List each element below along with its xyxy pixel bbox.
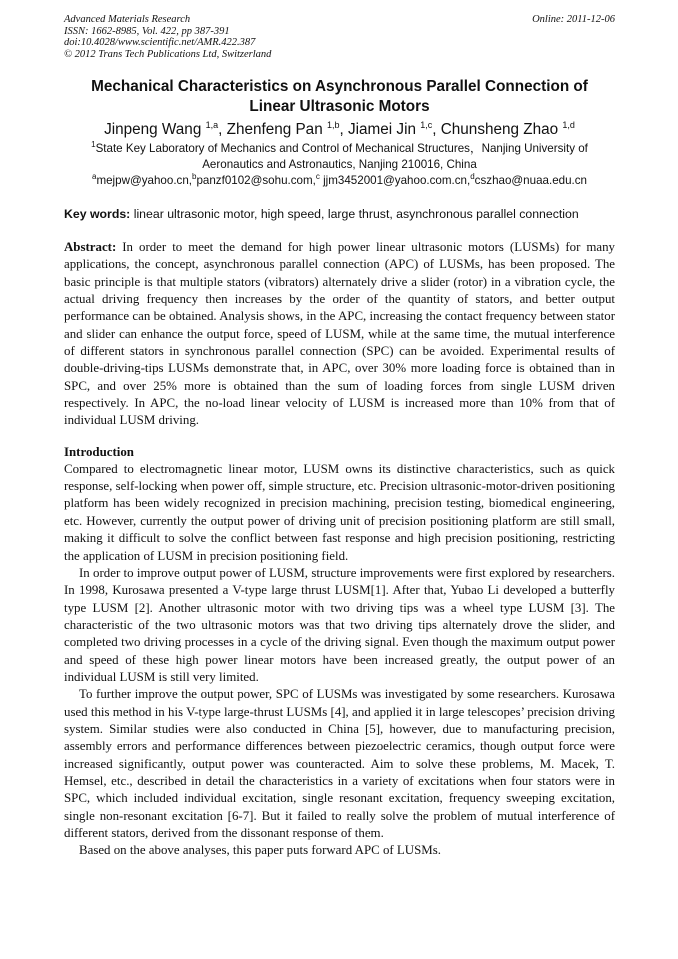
affiliation-line-1: $^1$State Key Laboratory of Mechanics and Control of Mechanical Structures，Nanjing University of [91, 140, 588, 155]
title-line-1: Mechanical Characteristics on Asynchronous Parallel Connection of [91, 78, 588, 95]
email-line: $^a$mejpw@yahoo.cn,$^b$panzf0102@sohu.com,$^c$ jjm3452001@yahoo.com.cn,$^d$cszhao@nuaa.edu.cn [92, 172, 587, 187]
author: Jinpeng Wang $^{1,a}$, [104, 119, 227, 138]
email-link[interactable]: cszhao@nuaa.edu.cn [474, 174, 587, 187]
keywords [64, 206, 615, 222]
affiliation-line-2: Aeronautics and Astronautics, Nanjing 210016, China [202, 158, 477, 171]
email-link[interactable]: mejpw@yahoo.cn, [96, 174, 192, 187]
paper-page [64, 14, 615, 860]
keywords-text: linear ultrasonic motor, high speed, large thrust, asynchronous parallel connection [130, 207, 579, 221]
body-paragraph: Based on the above analyses, this paper puts forward APC of LUSMs. [79, 843, 441, 858]
author: Jiamei Jin $^{1,c}$, [347, 119, 441, 138]
body-paragraph: In order to improve output power of LUSM, structure improvements were first explored by researchers. In 1998, Kurosawa presented a V-type large thrust LUSM[1]. After that, Yubao Li developed a butterfly type LUSM [2]. Another ultrasonic motor with two driving tips was a wheel type LUSM [3]. The characteristic of the two ultrasonic motors was that two driving tips alternately drove the slider, and completed two driving processes in a cycle of the driving signal. Even though the maximum output power and speed of these high power linear motors have been increased greatly, the output power of an individual LUSM is still very limited. [64, 565, 615, 684]
email-link[interactable]: jjm3452001@yahoo.com.cn, [319, 174, 471, 187]
abstract [64, 239, 615, 430]
section-heading-introduction: Introduction [64, 444, 134, 459]
author-list [64, 120, 615, 140]
affiliation [64, 141, 615, 189]
journal-name: Advanced Materials Research [64, 14, 191, 25]
body-paragraph: Compared to electromagnetic linear motor, LUSM owns its distinctive characteristics, such as quick response, self-locking when power off, simple structure, etc. Precision ultrasonic-motor-driven positioning platform has been widely recognized in precision machining, precision testing, biomedical engineering, etc. However, currently the output power of driving unit of precision positioning platform are still small, making it difficult to solve the conflict between fast response and high precision positioning, restricting the application of LUSM in precision positioning field. [64, 461, 615, 563]
keywords-label: Key words: [64, 207, 131, 221]
journal-header [64, 14, 615, 60]
issn-line: ISSN: 1662-8985, Vol. 422, pp 387-391 [64, 25, 230, 37]
copyright-line: © 2012 Trans Tech Publications Ltd, Switzerland [64, 48, 272, 60]
doi-line: doi:10.4028/www.scientific.net/AMR.422.387 [64, 37, 256, 48]
abstract-text: In order to meet the demand for high power linear ultrasonic motors (LUSMs) for many applications, the concept, asynchronous parallel connection (APC) of LUSMs, has been proposed. The basic principle is that multiple stators (vibrators) alternately drive a slider (rotor) in a vibration cycle, the actual driving frequency then increases by the order of the quantity of stators, and better output performance can be obtained. Analysis shows, in the APC, increasing the contact frequency between stator and slider can enhance the output force, speed of LUSM, while at the same time, the mutual interference of different stators in synchronous parallel connection (SPC) can be avoided. Experimental results of double-driving-tips LUSMs demonstrate that, in APC, over 30% more loading force is obtained than in SPC, and over 25% more is obtained than the sum of loading forces from single LUSM driven respectively. In APC, the no-load linear velocity of LUSM is increased more than 10% from that of individual LUSM driving. [64, 240, 615, 428]
body-paragraph: To further improve the output power, SPC of LUSMs was investigated by some researchers. Kurosawa used this method in his V-type large-thrust LUSMs [4], and applied it in large telescopes’ precision driving system. Similar studies were also conducted in China [5], however, due to manufacturing precision, assembly errors and performance differences between piezoelectric ceramics, though output force were increased significantly, output power was counteracted. Aim to solve these problems, M. Macek, T. Hemsel, etc., described in detail the characteristics in a variety of excitations when four stators were in SPC, which included individual excitation, single resonant excitation, frequency sweeping excitation, single non-resonant excitation [6-7]. But it failed to really solve the problem of mutual interference of different stators, derived from the dissonant response of them. [64, 687, 615, 840]
author: Zhenfeng Pan $^{1,b}$, [226, 119, 348, 138]
online-date: Online: 2011-12-06 [532, 14, 615, 25]
title-line-2: Linear Ultrasonic Motors [249, 98, 430, 115]
email-link[interactable]: panzf0102@sohu.com, [196, 174, 316, 187]
author: Chunsheng Zhao $^{1,d}$ [440, 119, 575, 138]
abstract-label: Abstract: [64, 240, 117, 254]
paper-title [64, 77, 615, 117]
